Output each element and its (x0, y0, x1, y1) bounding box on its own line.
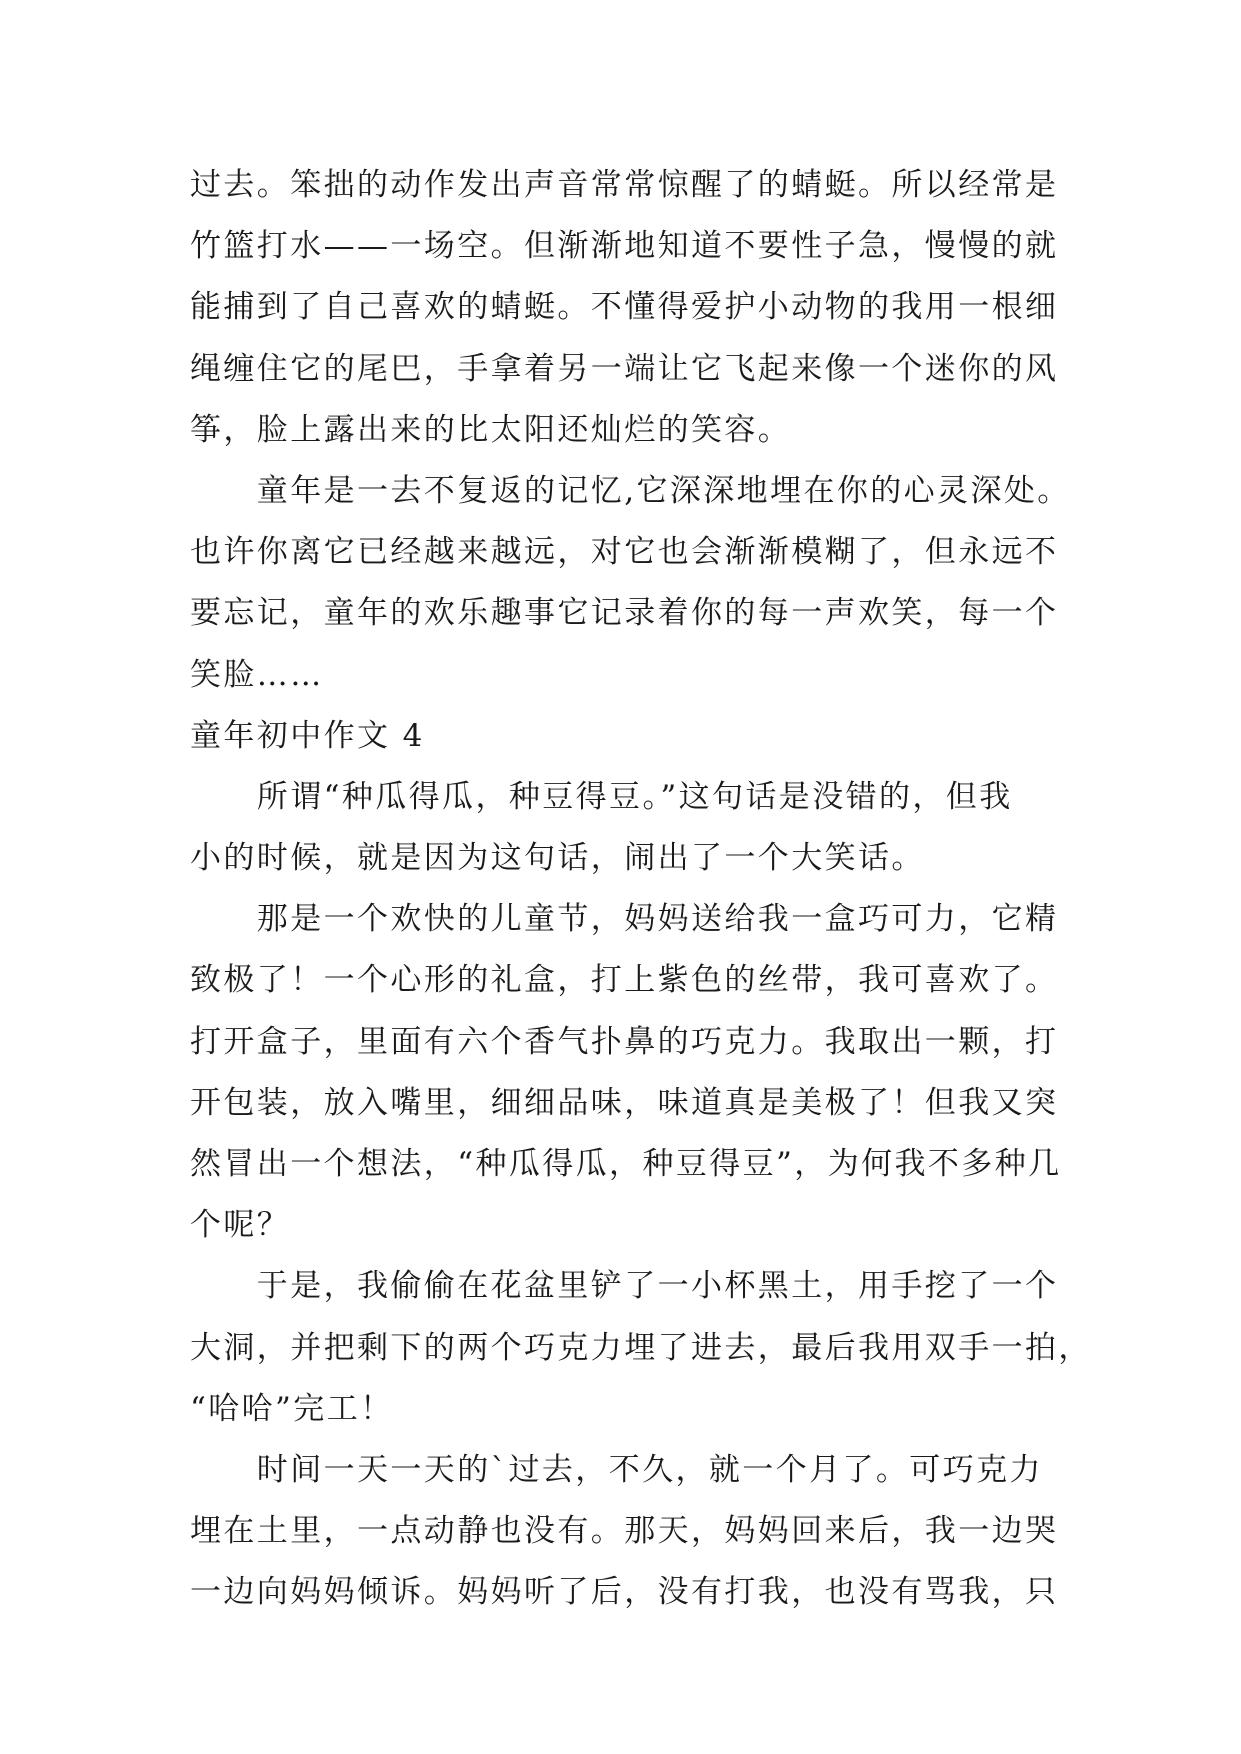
text-line: 时间一天一天的`过去，不久，就一个月了。可巧克力 (190, 1451, 1043, 1488)
text-line: 要忘记，童年的欢乐趣事它记录着你的每一声欢笑，每一个 (190, 595, 1059, 632)
text-line: 笑脸…… (190, 656, 324, 693)
text-line: 所谓“种瓜得瓜，种豆得豆。”这句话是没错的，但我 (190, 778, 1013, 815)
text-line: 竹篮打水——一场空。但渐渐地知道不要性子急，慢慢的就 (190, 228, 1059, 265)
text-line: 于是，我偷偷在花盆里铲了一小杯黑土，用手挖了一个 (190, 1268, 1059, 1305)
text-line: “哈哈”完工！ (190, 1390, 394, 1427)
text-line: 致极了！一个心形的礼盒，打上紫色的丝带，我可喜欢了。 (190, 962, 1059, 999)
text-line: 然冒出一个想法，“种瓜得瓜，种豆得豆”，为何我不多种几 (190, 1146, 1062, 1182)
text-line: 童年是一去不复返的记忆,它深深地埋在你的心灵深处。 (190, 472, 1071, 509)
text-line: 筝，脸上露出来的比太阳还灿烂的笑容。 (190, 411, 792, 448)
text-line: 绳缠住它的尾巴，手拿着另一端让它飞起来像一个迷你的风 (190, 350, 1059, 387)
text-line: 过去。笨拙的动作发出声音常常惊醒了的蜻蜓。所以经常是 (190, 167, 1059, 203)
text-line: 一边向妈妈倾诉。妈妈听了后，没有打我，也没有骂我，只 (190, 1574, 1059, 1611)
text-line: 开包装，放入嘴里，细细品味，味道真是美极了！但我又突 (190, 1084, 1059, 1121)
text-line: 埋在土里，一点动静也没有。那天，妈妈回来后，我一边哭 (190, 1513, 1059, 1550)
text-line: 大洞，并把剩下的两个巧克力埋了进去，最后我用双手一拍， (190, 1329, 1092, 1366)
text-line: 那是一个欢快的儿童节，妈妈送给我一盒巧可力，它精 (190, 901, 1059, 938)
essay-body (190, 155, 1092, 1624)
text-line: 小的时候，就是因为这句话，闹出了一个大笑话。 (190, 840, 925, 877)
text-line: 能捕到了自己喜欢的蜻蜓。不懂得爱护小动物的我用一根细 (190, 289, 1059, 326)
text-line: 个呢？ (190, 1207, 291, 1244)
section-heading: 童年初中作文 4 (190, 717, 425, 754)
text-line: 也许你离它已经越来越远，对它也会渐渐模糊了，但永远不 (190, 534, 1059, 571)
text-line: 打开盒子，里面有六个香气扑鼻的巧克力。我取出一颗，打 (190, 1023, 1059, 1060)
